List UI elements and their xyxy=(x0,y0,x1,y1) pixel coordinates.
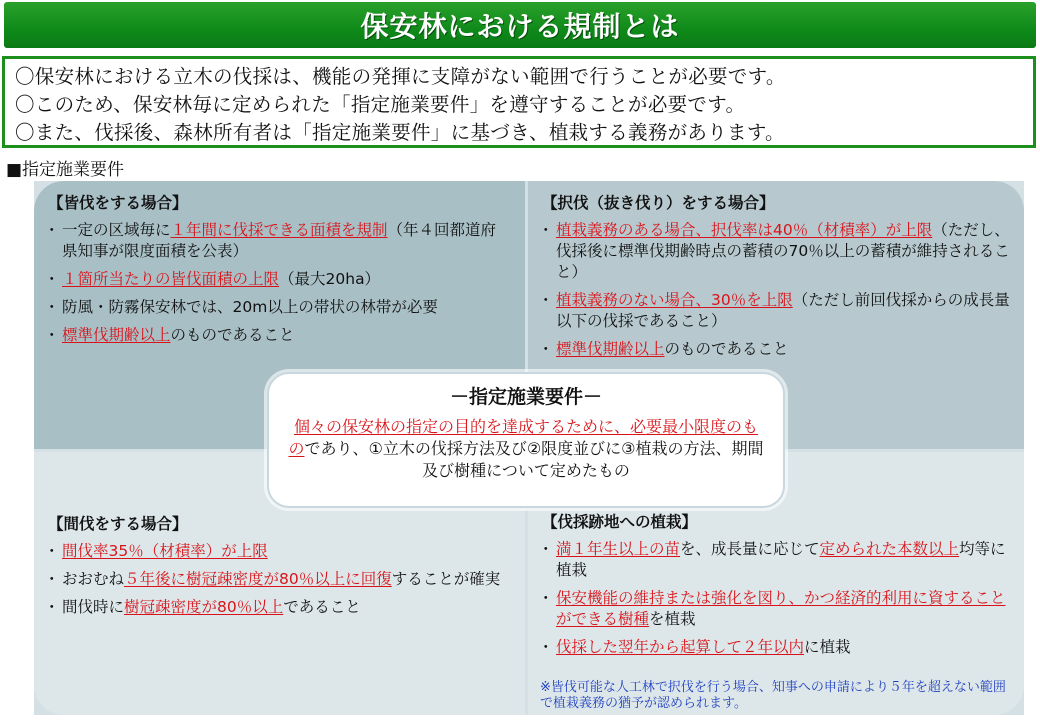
clearcut-bullet-3: ・ 防風・防霧保安林では、20m以上の帯状の林帯が必要 xyxy=(48,297,511,318)
selective-heading: 【択伐（抜き伐り）をする場合】 xyxy=(542,194,775,212)
center-definition-box xyxy=(267,372,785,508)
thinning-bullet-1 xyxy=(48,541,511,562)
summary-line-3: 〇また、伐採後、森林所有者は「指定施業要件」に基づき、植栽する義務があります。 xyxy=(15,121,785,144)
planting-bullet-3 xyxy=(542,637,1010,658)
planting-bullet-2 xyxy=(542,588,1010,630)
clearcut-bullet-4 xyxy=(48,325,511,346)
thinning-b2-post: することが確実 xyxy=(391,570,501,588)
selective-bullet-1 xyxy=(542,220,1010,283)
planting-b1-mid: を、成長量に応じて xyxy=(680,540,820,558)
planting-b1-red2: 定められた本数以上 xyxy=(819,540,960,558)
selective-bullet-2 xyxy=(542,290,1010,332)
clearcut-heading: 【皆伐をする場合】 xyxy=(48,194,188,212)
center-body xyxy=(287,416,765,482)
selective-b1-red: 植栽義務のある場合、択伐率は40％（材積率）が上限 xyxy=(556,221,933,239)
center-body-red: 個々の保安林の指定の目的を達成するために、必要最小限度のもの xyxy=(288,417,758,458)
planting-b1-post: 均等に植栽 xyxy=(556,540,1006,579)
selective-b2-post: （ただし前回伐採からの成長量以下の伐採であること） xyxy=(556,291,1010,330)
clearcut-b1-pre: 一定の区域毎に xyxy=(62,221,171,239)
clearcut-bullet-1 xyxy=(48,220,511,262)
planting-note: ※皆伐可能な人工林で択伐を行う場合、知事への申請により５年を超えない範囲で植栽義務の猶予が認められます。 xyxy=(540,680,1006,711)
thinning-b1-red: 間伐率35％（材積率）が上限 xyxy=(62,542,268,560)
clearcut-bullet-2 xyxy=(48,269,511,290)
title-bar xyxy=(4,2,1036,48)
clearcut-b4-red: 標準伐期齢以上 xyxy=(62,326,171,344)
planting-b2-post: を植栽 xyxy=(649,610,696,628)
clearcut-b1-post: （年４回都道府県知事が限度面積を公表） xyxy=(62,221,497,260)
selective-b3-red: 標準伐期齢以上 xyxy=(556,340,665,358)
planting-b1-red: 満１年生以上の苗 xyxy=(556,540,681,558)
thinning-b3-post: であること xyxy=(283,598,361,616)
selective-bullet-3 xyxy=(542,339,1010,360)
center-title: －指定施業要件－ xyxy=(449,386,602,408)
thinning-b3-pre: 間伐時に xyxy=(62,598,125,616)
planting-b3-post: に植栽 xyxy=(804,638,851,656)
selective-b2-red: 植栽義務のない場合、30％を上限 xyxy=(556,291,793,309)
clearcut-b2-post: （最大20ha） xyxy=(279,270,381,288)
page-title: 保安林における規制とは xyxy=(360,10,680,43)
planting-heading: 【伐採跡地への植栽】 xyxy=(542,513,698,531)
center-body-post: であり、①立木の伐採方法及び②限度並びに③植栽の方法、期間及び樹種について定めたもの xyxy=(304,439,764,480)
summary-line-1: 〇保安林における立木の伐採は、機能の発揮に支障がない範囲で行うことが必要です。 xyxy=(15,65,786,88)
summary-line-2: 〇このため、保安林毎に定められた「指定施業要件」を遵守することが必要です。 xyxy=(15,93,746,116)
planting-b2-red: 保安機能の維持または強化を図り、かつ経済的利用に資することができる樹種 xyxy=(556,589,1006,628)
thinning-bullet-3 xyxy=(48,597,511,618)
planting-bullet-1 xyxy=(542,539,1010,581)
clearcut-b2-red: １箇所当たりの皆伐面積の上限 xyxy=(62,270,280,288)
clearcut-b4-post: のものであること xyxy=(170,326,295,344)
selective-b3-post: のものであること xyxy=(664,340,789,358)
clearcut-b1-red: １年間に伐採できる面積を規制 xyxy=(170,221,388,239)
thinning-b3-red: 樹冠疎密度が80％以上 xyxy=(124,598,284,616)
planting-b3-red: 伐採した翌年から起算して２年以内 xyxy=(556,638,805,656)
selective-b1-post: （ただし、伐採後に標準伐期齢時点の蓄積の70％以上の蓄積が維持されること） xyxy=(556,221,1010,281)
summary-box xyxy=(2,56,1036,148)
thinning-heading: 【間伐をする場合】 xyxy=(48,515,188,533)
thinning-b2-pre: おおむね xyxy=(62,570,125,588)
thinning-bullet-2 xyxy=(48,569,511,590)
section-label: ■指定施業要件 xyxy=(6,160,125,180)
thinning-b2-red: ５年後に樹冠疎密度が80％以上に回復 xyxy=(124,570,392,588)
